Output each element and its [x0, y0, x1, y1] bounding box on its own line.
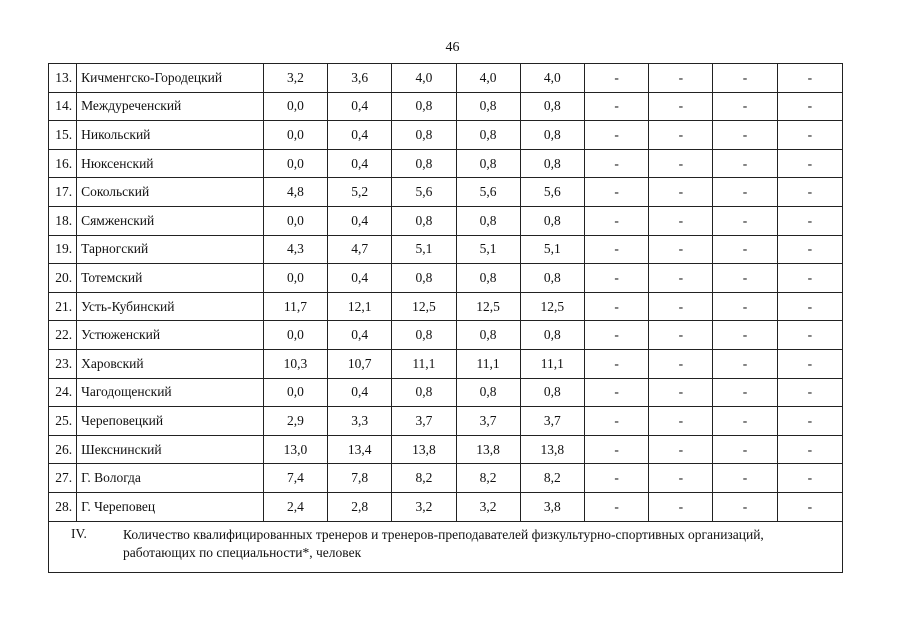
- value-cell: 12,1: [328, 292, 392, 321]
- empty-cell: -: [649, 321, 713, 350]
- district-name: Усть-Кубинский: [77, 292, 264, 321]
- empty-cell: -: [777, 178, 842, 207]
- row-number: 25.: [49, 407, 77, 436]
- empty-cell: -: [713, 121, 777, 150]
- empty-cell: -: [649, 464, 713, 493]
- value-cell: 4,0: [456, 64, 520, 93]
- value-cell: 8,2: [392, 464, 456, 493]
- value-cell: 0,0: [263, 92, 327, 121]
- table-row: [49, 149, 843, 178]
- empty-cell: -: [649, 492, 713, 521]
- value-cell: 5,2: [328, 178, 392, 207]
- value-cell: 3,2: [263, 64, 327, 93]
- empty-cell: -: [584, 92, 648, 121]
- row-number: 16.: [49, 149, 77, 178]
- table-row: [49, 292, 843, 321]
- empty-cell: -: [649, 349, 713, 378]
- value-cell: 0,8: [520, 149, 584, 178]
- empty-cell: -: [649, 178, 713, 207]
- value-cell: 0,8: [520, 206, 584, 235]
- value-cell: 0,0: [263, 378, 327, 407]
- empty-cell: -: [584, 492, 648, 521]
- empty-cell: -: [713, 235, 777, 264]
- empty-cell: -: [584, 407, 648, 436]
- value-cell: 0,8: [520, 264, 584, 293]
- value-cell: 0,0: [263, 206, 327, 235]
- value-cell: 0,8: [392, 206, 456, 235]
- value-cell: 5,1: [392, 235, 456, 264]
- value-cell: 13,8: [456, 435, 520, 464]
- table-row: [49, 464, 843, 493]
- data-table: [48, 63, 843, 573]
- value-cell: 5,6: [456, 178, 520, 207]
- value-cell: 5,1: [456, 235, 520, 264]
- district-name: Сямженский: [77, 206, 264, 235]
- value-cell: 0,8: [456, 92, 520, 121]
- table-row: [49, 264, 843, 293]
- value-cell: 3,7: [392, 407, 456, 436]
- table-row: [49, 64, 843, 93]
- value-cell: 8,2: [520, 464, 584, 493]
- empty-cell: -: [649, 235, 713, 264]
- value-cell: 3,2: [392, 492, 456, 521]
- district-name: Устюженский: [77, 321, 264, 350]
- empty-cell: -: [584, 378, 648, 407]
- district-name: Г. Череповец: [77, 492, 264, 521]
- value-cell: 0,0: [263, 264, 327, 293]
- district-name: Шекснинский: [77, 435, 264, 464]
- empty-cell: -: [584, 235, 648, 264]
- table-row: [49, 235, 843, 264]
- empty-cell: -: [777, 492, 842, 521]
- empty-cell: -: [584, 435, 648, 464]
- empty-cell: -: [777, 206, 842, 235]
- table-row: [49, 178, 843, 207]
- value-cell: 0,8: [392, 264, 456, 293]
- empty-cell: -: [649, 264, 713, 293]
- value-cell: 0,4: [328, 321, 392, 350]
- value-cell: 10,3: [263, 349, 327, 378]
- district-name: Нюксенский: [77, 149, 264, 178]
- empty-cell: -: [649, 149, 713, 178]
- row-number: 17.: [49, 178, 77, 207]
- value-cell: 13,4: [328, 435, 392, 464]
- row-number: 26.: [49, 435, 77, 464]
- empty-cell: -: [649, 292, 713, 321]
- value-cell: 0,4: [328, 206, 392, 235]
- row-number: 14.: [49, 92, 77, 121]
- empty-cell: -: [584, 64, 648, 93]
- value-cell: 0,8: [456, 149, 520, 178]
- value-cell: 11,1: [392, 349, 456, 378]
- row-number: 18.: [49, 206, 77, 235]
- value-cell: 2,8: [328, 492, 392, 521]
- section-number: IV.: [71, 525, 87, 541]
- value-cell: 0,4: [328, 149, 392, 178]
- empty-cell: -: [713, 378, 777, 407]
- row-number: 28.: [49, 492, 77, 521]
- value-cell: 13,0: [263, 435, 327, 464]
- value-cell: 0,8: [392, 121, 456, 150]
- section-title: Количество квалифицированных тренеров и тренеров-преподавателей физкультурно-спортивных организаций, работающих по специальности*, человек: [123, 526, 764, 560]
- value-cell: 4,3: [263, 235, 327, 264]
- value-cell: 4,7: [328, 235, 392, 264]
- empty-cell: -: [713, 492, 777, 521]
- empty-cell: -: [649, 407, 713, 436]
- value-cell: 0,0: [263, 149, 327, 178]
- empty-cell: -: [649, 435, 713, 464]
- empty-cell: -: [713, 435, 777, 464]
- empty-cell: -: [713, 264, 777, 293]
- table-row: [49, 121, 843, 150]
- empty-cell: -: [584, 178, 648, 207]
- value-cell: 10,7: [328, 349, 392, 378]
- value-cell: 11,1: [520, 349, 584, 378]
- row-number: 27.: [49, 464, 77, 493]
- row-number: 23.: [49, 349, 77, 378]
- table-body: [49, 64, 843, 573]
- empty-cell: -: [584, 206, 648, 235]
- empty-cell: -: [777, 235, 842, 264]
- value-cell: 0,4: [328, 264, 392, 293]
- table-row: [49, 321, 843, 350]
- value-cell: 0,8: [456, 121, 520, 150]
- value-cell: 3,2: [456, 492, 520, 521]
- row-number: 20.: [49, 264, 77, 293]
- value-cell: 2,4: [263, 492, 327, 521]
- value-cell: 3,6: [328, 64, 392, 93]
- empty-cell: -: [584, 349, 648, 378]
- empty-cell: -: [584, 321, 648, 350]
- district-name: Кичменгско-Городецкий: [77, 64, 264, 93]
- value-cell: 0,0: [263, 121, 327, 150]
- section-row: [49, 521, 843, 572]
- empty-cell: -: [584, 264, 648, 293]
- empty-cell: -: [713, 321, 777, 350]
- value-cell: 13,8: [520, 435, 584, 464]
- empty-cell: -: [649, 121, 713, 150]
- value-cell: 5,1: [520, 235, 584, 264]
- empty-cell: -: [713, 92, 777, 121]
- value-cell: 0,8: [392, 92, 456, 121]
- value-cell: 0,8: [392, 321, 456, 350]
- table-row: [49, 92, 843, 121]
- value-cell: 0,0: [263, 321, 327, 350]
- value-cell: 8,2: [456, 464, 520, 493]
- empty-cell: -: [777, 149, 842, 178]
- empty-cell: -: [713, 64, 777, 93]
- value-cell: 5,6: [520, 178, 584, 207]
- value-cell: 11,1: [456, 349, 520, 378]
- section-heading: [49, 522, 842, 562]
- empty-cell: -: [777, 407, 842, 436]
- empty-cell: -: [649, 64, 713, 93]
- value-cell: 0,8: [520, 321, 584, 350]
- value-cell: 0,8: [456, 378, 520, 407]
- empty-cell: -: [777, 92, 842, 121]
- empty-cell: -: [713, 206, 777, 235]
- empty-cell: -: [713, 349, 777, 378]
- empty-cell: -: [584, 121, 648, 150]
- table-row: [49, 206, 843, 235]
- row-number: 22.: [49, 321, 77, 350]
- value-cell: 4,8: [263, 178, 327, 207]
- empty-cell: -: [584, 292, 648, 321]
- value-cell: 11,7: [263, 292, 327, 321]
- value-cell: 4,0: [520, 64, 584, 93]
- value-cell: 12,5: [456, 292, 520, 321]
- value-cell: 3,3: [328, 407, 392, 436]
- empty-cell: -: [777, 464, 842, 493]
- section-cell: [49, 521, 843, 572]
- table-row: [49, 492, 843, 521]
- empty-cell: -: [777, 321, 842, 350]
- empty-cell: -: [777, 378, 842, 407]
- empty-cell: -: [713, 292, 777, 321]
- empty-cell: -: [777, 64, 842, 93]
- district-name: Череповецкий: [77, 407, 264, 436]
- value-cell: 0,8: [520, 378, 584, 407]
- table-row: [49, 378, 843, 407]
- empty-cell: -: [777, 264, 842, 293]
- value-cell: 13,8: [392, 435, 456, 464]
- value-cell: 7,8: [328, 464, 392, 493]
- value-cell: 3,8: [520, 492, 584, 521]
- district-name: Тотемский: [77, 264, 264, 293]
- row-number: 21.: [49, 292, 77, 321]
- value-cell: 4,0: [392, 64, 456, 93]
- empty-cell: -: [649, 206, 713, 235]
- empty-cell: -: [584, 464, 648, 493]
- value-cell: 0,8: [456, 206, 520, 235]
- empty-cell: -: [777, 121, 842, 150]
- district-name: Чагодощенский: [77, 378, 264, 407]
- row-number: 15.: [49, 121, 77, 150]
- empty-cell: -: [713, 178, 777, 207]
- value-cell: 12,5: [520, 292, 584, 321]
- row-number: 24.: [49, 378, 77, 407]
- district-name: Тарногский: [77, 235, 264, 264]
- value-cell: 3,7: [456, 407, 520, 436]
- empty-cell: -: [713, 464, 777, 493]
- row-number: 19.: [49, 235, 77, 264]
- empty-cell: -: [777, 292, 842, 321]
- value-cell: 12,5: [392, 292, 456, 321]
- empty-cell: -: [649, 92, 713, 121]
- value-cell: 3,7: [520, 407, 584, 436]
- table-row: [49, 407, 843, 436]
- value-cell: 0,8: [520, 92, 584, 121]
- empty-cell: -: [777, 435, 842, 464]
- table-row: [49, 349, 843, 378]
- value-cell: 0,4: [328, 92, 392, 121]
- value-cell: 0,8: [392, 378, 456, 407]
- value-cell: 0,8: [456, 264, 520, 293]
- empty-cell: -: [713, 149, 777, 178]
- district-name: Г. Вологда: [77, 464, 264, 493]
- value-cell: 7,4: [263, 464, 327, 493]
- value-cell: 0,4: [328, 378, 392, 407]
- district-name: Харовский: [77, 349, 264, 378]
- district-name: Междуреченский: [77, 92, 264, 121]
- district-name: Никольский: [77, 121, 264, 150]
- value-cell: 0,8: [520, 121, 584, 150]
- value-cell: 0,8: [456, 321, 520, 350]
- value-cell: 0,4: [328, 121, 392, 150]
- value-cell: 0,8: [392, 149, 456, 178]
- empty-cell: -: [649, 378, 713, 407]
- page-number: 46: [445, 40, 460, 55]
- empty-cell: -: [713, 407, 777, 436]
- district-name: Сокольский: [77, 178, 264, 207]
- row-number: 13.: [49, 64, 77, 93]
- empty-cell: -: [584, 149, 648, 178]
- empty-cell: -: [777, 349, 842, 378]
- value-cell: 5,6: [392, 178, 456, 207]
- value-cell: 2,9: [263, 407, 327, 436]
- table-row: [49, 435, 843, 464]
